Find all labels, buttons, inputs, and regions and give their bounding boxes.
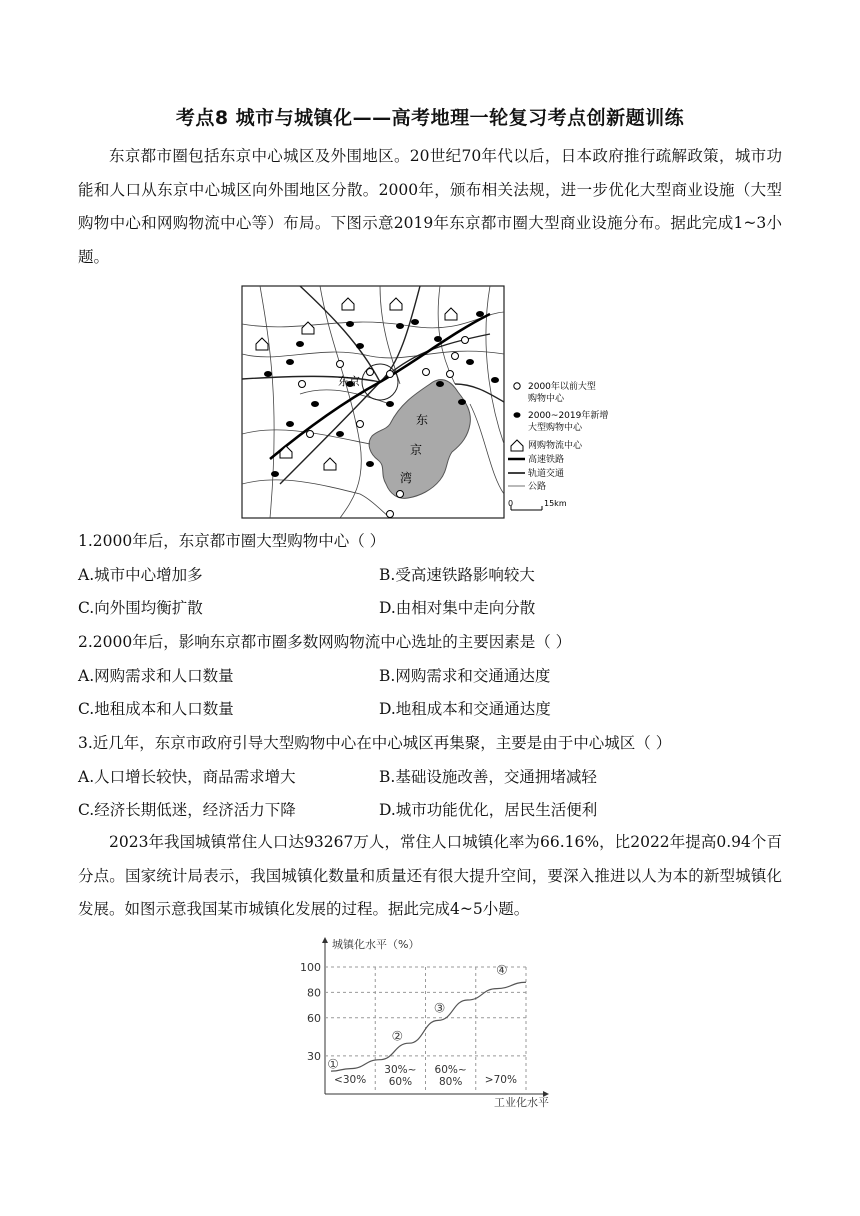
y-axis-label: 城镇化水平（%）: [332, 938, 420, 951]
chart-y-ticks: [300, 961, 321, 1063]
stage-marker-3: ③: [433, 1001, 446, 1017]
scale-bar: [508, 499, 567, 510]
house-icon: [511, 440, 523, 451]
y-tick-label-3: 100: [300, 961, 321, 974]
urbanization-curve: [331, 982, 526, 1071]
q2-option-b: B.网购需求和交通通达度: [379, 667, 551, 685]
open-circle-icon: [514, 383, 520, 389]
legend-2-line-1: 2000~2019年新增: [528, 411, 609, 421]
scale-end: 15km: [544, 499, 567, 508]
q2-option-a: A.网购需求和人口数量: [78, 667, 234, 685]
stage-range-label-3-1: 60%~: [434, 1064, 467, 1076]
map-legend: [508, 380, 608, 492]
legend-6-line-1: 公路: [528, 482, 547, 492]
legend-2-line-2: 大型购物中心: [528, 423, 583, 433]
stage-marker-2: ②: [391, 1029, 404, 1045]
stage-marker-1: ①: [327, 1057, 339, 1073]
q3-option-a: A.人口增长较快，商品需求增大: [78, 768, 296, 786]
legend-5-line-1: 轨道交通: [528, 469, 565, 479]
filled-circle-icon: [514, 412, 521, 418]
q3-option-d: D.城市功能优化，居民生活便利: [379, 801, 598, 819]
stage-range-label-4-1: >70%: [484, 1074, 517, 1086]
legend-1-line-2: 购物中心: [528, 394, 565, 404]
map-label-tokyo: 东京: [338, 375, 360, 388]
urbanization-chart: [300, 934, 562, 1110]
stage-marker-4: ④: [496, 963, 508, 979]
q1-option-c: C.向外围均衡扩散: [78, 599, 203, 617]
bay-char-2: 京: [410, 443, 423, 457]
scale-start: 0: [508, 499, 514, 508]
question-3-stem: 3.近几年，东京市政府引导大型购物中心在中心城区再集聚，主要是由于中心城区（ ）: [78, 734, 672, 752]
q2-option-c: C.地租成本和人口数量: [78, 700, 234, 718]
intro-paragraph-2: 2023年我国城镇常住人口达93267万人，常住人口城镇化率为66.16%，比2022年提高0.94个百分点。国家统计局表示，我国城镇化数量和质量还有很大提升空间，要深入推进以人为本的新型城镇化发展。如图示意我国某市城镇化发展的过程。据此完成4~5小题。: [78, 833, 782, 918]
legend-4-line-1: 高速铁路: [528, 455, 565, 465]
legend-3-line-1: 网购物流中心: [528, 441, 583, 451]
y-tick-label-1: 60: [307, 1011, 321, 1025]
x-axis-label: 工业化水平: [494, 1096, 549, 1109]
question-1-stem: 1.2000年后，东京都市圈大型购物中心（ ）: [78, 532, 386, 550]
q1-option-d: D.由相对集中走向分散: [379, 599, 536, 617]
q1-option-b: B.受高速铁路影响较大: [379, 566, 535, 584]
y-tick-label-2: 80: [307, 986, 321, 1000]
stage-range-label-1-1: <30%: [334, 1074, 367, 1086]
stage-range-label-3-2: 80%: [438, 1076, 463, 1088]
stage-range-label-2-1: 30%~: [384, 1064, 417, 1076]
intro-paragraph-1: 东京都市圈包括东京中心城区及外围地区。20世纪70年代以后，日本政府推行疏解政策，城市功能和人口从东京中心城区向外围地区分散。2000年，颁布相关法规，进一步优化大型商业设施（大型购物中心和网购物流中心等）布局。下图示意2019年东京都市圈大型商业设施分布。据此完成1~3小题。: [78, 147, 782, 266]
legend-1-line-1: 2000年以前大型: [528, 382, 596, 392]
q3-option-b: B.基础设施改善，交通拥堵减轻: [379, 768, 597, 786]
bay-char-3: 湾: [400, 471, 413, 485]
q3-option-c: C.经济长期低迷，经济活力下降: [78, 801, 296, 819]
q1-option-a: A.城市中心增加多: [78, 566, 203, 584]
tokyo-map-figure: [240, 284, 620, 520]
question-2-stem: 2.2000年后，影响东京都市圈多数网购物流中心选址的主要因素是（ ）: [78, 633, 572, 651]
bay-char-1: 东: [416, 413, 429, 427]
page-title: 考点8 城市与城镇化——高考地理一轮复习考点创新题训练: [175, 107, 685, 129]
stage-range-label-2-2: 60%: [388, 1076, 413, 1088]
chart-stages: [327, 964, 517, 1088]
q2-option-d: D.地租成本和交通通达度: [379, 700, 551, 718]
urbanization-chart-svg: [300, 934, 562, 1110]
tokyo-map-svg: [240, 284, 620, 520]
y-tick-label-0: 30: [307, 1049, 321, 1063]
